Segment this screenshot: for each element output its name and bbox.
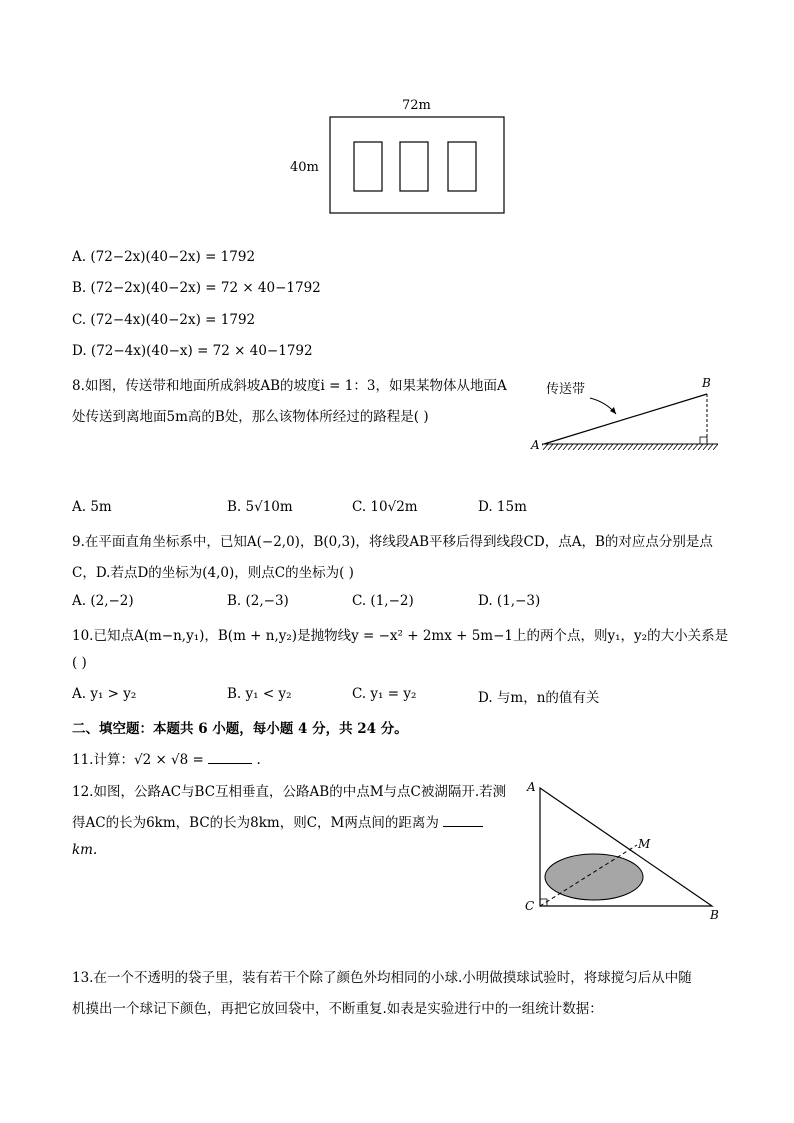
figure-belt-point-a: A xyxy=(531,438,540,452)
q11-answer-blank[interactable] xyxy=(208,763,252,764)
q8-option-b: B. 5√10m xyxy=(227,499,293,515)
q8-option-d: D. 15m xyxy=(478,499,527,515)
q12-answer-blank[interactable] xyxy=(443,826,483,827)
q9-option-a: A. (2,−2) xyxy=(72,593,134,609)
q9-text-line2: C，D.若点D的坐标为(4,0)，则点C的坐标为( ) xyxy=(72,565,354,581)
q11-end: . xyxy=(256,752,261,768)
figure-top-label: 72m xyxy=(402,98,431,113)
figure-belt-point-b: B xyxy=(702,376,711,390)
q10-option-a: A. y₁ > y₂ xyxy=(72,686,137,702)
q7-option-c: C. (72−4x)(40−2x) = 1792 xyxy=(72,312,256,328)
q10-text-line1: 10.已知点A(m−n,y₁)，B(m + n,y₂)是抛物线y = −x² + 2mx + 5m−1上的两个点，则y₁，y₂的大小关系是 xyxy=(72,628,729,644)
q9-option-b: B. (2,−3) xyxy=(227,593,289,609)
figure-belt-label: 传送带 xyxy=(546,382,586,397)
figure-triangle-lake xyxy=(520,778,730,918)
figure-left-label: 40m xyxy=(290,160,319,175)
q8-option-c: C. 10√2m xyxy=(352,499,418,515)
q7-option-a: A. (72−2x)(40−2x) = 1792 xyxy=(72,249,256,265)
figure-triangle-point-b: B xyxy=(710,908,719,922)
section-2-title: 二、填空题：本题共 6 小题，每小题 4 分，共 24 分。 xyxy=(72,721,408,737)
q12-text-line2: 得AC的长为6km，BC的长为8km，则C，M两点间的距离为 xyxy=(72,815,439,831)
q10-option-b: B. y₁ < y₂ xyxy=(227,686,292,702)
figure-triangle-point-a: A xyxy=(527,780,536,794)
q13-text-line1: 13.在一个不透明的袋子里，装有若干个除了颜色外均相同的小球.小明做摸球试验时，将球搅匀后从中随 xyxy=(72,970,692,986)
q8-text-line1: 8.如图，传送带和地面所成斜坡AB的坡度i = 1：3，如果某物体从地面A xyxy=(72,378,507,394)
q8-option-a: A. 5m xyxy=(72,499,112,515)
q9-text-line1: 9.在平面直角坐标系中，已知A(−2,0)，B(0,3)，将线段AB平移后得到线段CD，点A，B的对应点分别是点 xyxy=(72,534,713,550)
figure-triangle-point-m: M xyxy=(638,837,651,851)
q12-text-line2-row xyxy=(72,811,483,831)
q10-text-line2: ( ) xyxy=(72,655,87,671)
q11-line xyxy=(72,748,261,768)
q9-option-d: D. (1,−3) xyxy=(478,593,541,609)
q8-text-line2: 处传送到离地面5m高的B处，那么该物体所经过的路程是( ) xyxy=(72,409,429,425)
q13-text-line2: 机摸出一个球记下颜色，再把它放回袋中，不断重复.如表是实验进行中的一组统计数据： xyxy=(72,1001,603,1017)
q7-option-b: B. (72−2x)(40−2x) = 72 × 40−1792 xyxy=(72,280,321,296)
q12-text-line1: 12.如图，公路AC与BC互相垂直，公路AB的中点M与点C被湖隔开.若测 xyxy=(72,784,507,800)
q11-text: 11.计算：√2 × √8 = xyxy=(72,752,204,768)
figure-rectangle-field xyxy=(280,92,520,222)
q10-option-d: D. 与m，n的值有关 xyxy=(478,690,600,706)
figure-triangle-point-c: C xyxy=(525,899,535,913)
q9-option-c: C. (1,−2) xyxy=(352,593,414,609)
q10-option-c: C. y₁ = y₂ xyxy=(352,686,417,702)
q12-text-line3: km. xyxy=(72,842,98,858)
q7-option-d: D. (72−4x)(40−x) = 72 × 40−1792 xyxy=(72,343,313,359)
